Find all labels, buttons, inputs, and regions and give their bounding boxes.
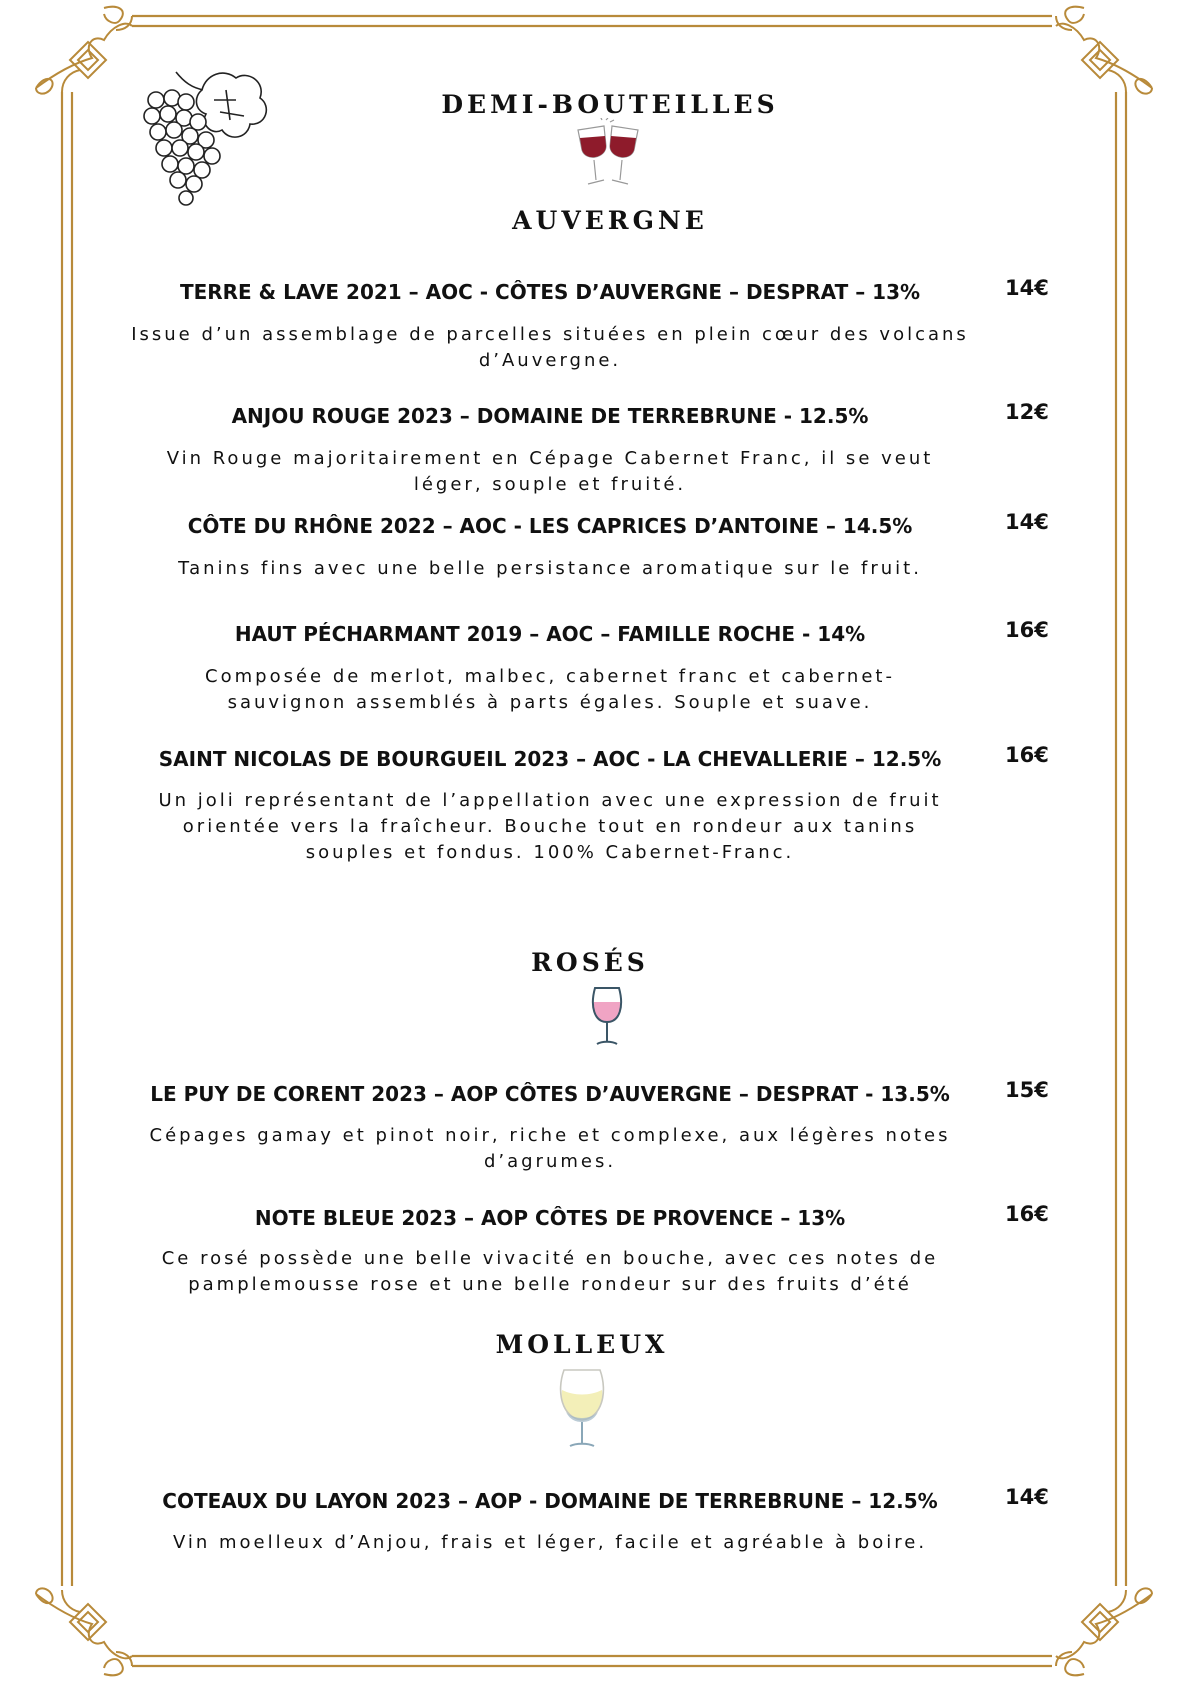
- wine-price: 12€: [1005, 400, 1049, 424]
- wine-price: 14€: [1005, 510, 1049, 534]
- wine-description: Composée de merlot, malbec, cabernet franc et cabernet-sauvignon assemblés à parts égales. Souple et suave.: [205, 666, 895, 713]
- corner-ornament-bottom-right: [1056, 1588, 1152, 1675]
- wine-price: 14€: [1005, 276, 1049, 300]
- section-title-auvergne: AUVERGNE: [512, 206, 708, 235]
- wine-price: 14€: [1005, 1485, 1049, 1509]
- section-title-molleux: MOLLEUX: [495, 1330, 669, 1359]
- wine-description: Tanins fins avec une belle persistance aromatique sur le fruit.: [178, 558, 922, 579]
- wine-name: HAUT PÉCHARMANT 2019 – AOC – FAMILLE ROCHE - 14%: [234, 622, 866, 646]
- section-title-demi-bouteilles: DEMI-BOUTEILLES: [441, 90, 779, 119]
- corner-ornament-bottom-left: [36, 1588, 132, 1675]
- wine-glasses-toast-icon: [572, 118, 644, 202]
- wine-name: COTEAUX DU LAYON 2023 – AOP - DOMAINE DE TERREBRUNE – 12.5%: [162, 1489, 938, 1513]
- rose-wine-glass-icon: [588, 986, 626, 1048]
- corner-ornament-top-left: [36, 7, 132, 94]
- wine-price: 16€: [1005, 1202, 1049, 1226]
- wine-description: Un joli représentant de l’appellation avec une expression de fruit orientée vers la fraîcheur. Bouche tout en rondeur aux tanins souples et fondus. 100% Cabernet-Franc.: [158, 790, 942, 863]
- wine-price: 15€: [1005, 1078, 1049, 1102]
- wine-name: LE PUY DE CORENT 2023 – AOP CÔTES D’AUVERGNE – DESPRAT - 13.5%: [150, 1082, 950, 1106]
- section-title-roses: ROSÉS: [531, 948, 649, 977]
- wine-name: SAINT NICOLAS DE BOURGUEIL 2023 – AOC - LA CHEVALLERIE – 12.5%: [158, 747, 942, 771]
- wine-name: CÔTE DU RHÔNE 2022 – AOC - LES CAPRICES D’ANTOINE – 14.5%: [187, 514, 913, 538]
- wine-description: Vin Rouge majoritairement en Cépage Cabernet Franc, il se veut léger, souple et fruité.: [166, 448, 934, 495]
- white-wine-glass-icon: [556, 1368, 608, 1450]
- wine-name: ANJOU ROUGE 2023 – DOMAINE DE TERREBRUNE - 12.5%: [231, 404, 869, 428]
- wine-description: Ce rosé possède une belle vivacité en bouche, avec ces notes de pamplemousse rose et une belle rondeur sur des fruits d’été: [161, 1248, 939, 1295]
- wine-description: Cépages gamay et pinot noir, riche et complexe, aux légères notes d’agrumes.: [149, 1125, 951, 1172]
- wine-price: 16€: [1005, 618, 1049, 642]
- wine-description: Issue d’un assemblage de parcelles situées en plein cœur des volcans d’Auvergne.: [131, 324, 969, 371]
- wine-description: Vin moelleux d’Anjou, frais et léger, facile et agréable à boire.: [172, 1532, 928, 1553]
- wine-price: 16€: [1005, 743, 1049, 767]
- wine-name: NOTE BLEUE 2023 – AOP CÔTES DE PROVENCE – 13%: [254, 1206, 846, 1230]
- wine-name: TERRE & LAVE 2021 – AOC - CÔTES D’AUVERGNE – DESPRAT – 13%: [179, 280, 921, 304]
- grape-bunch-icon: [136, 60, 286, 210]
- corner-ornament-top-right: [1056, 7, 1152, 94]
